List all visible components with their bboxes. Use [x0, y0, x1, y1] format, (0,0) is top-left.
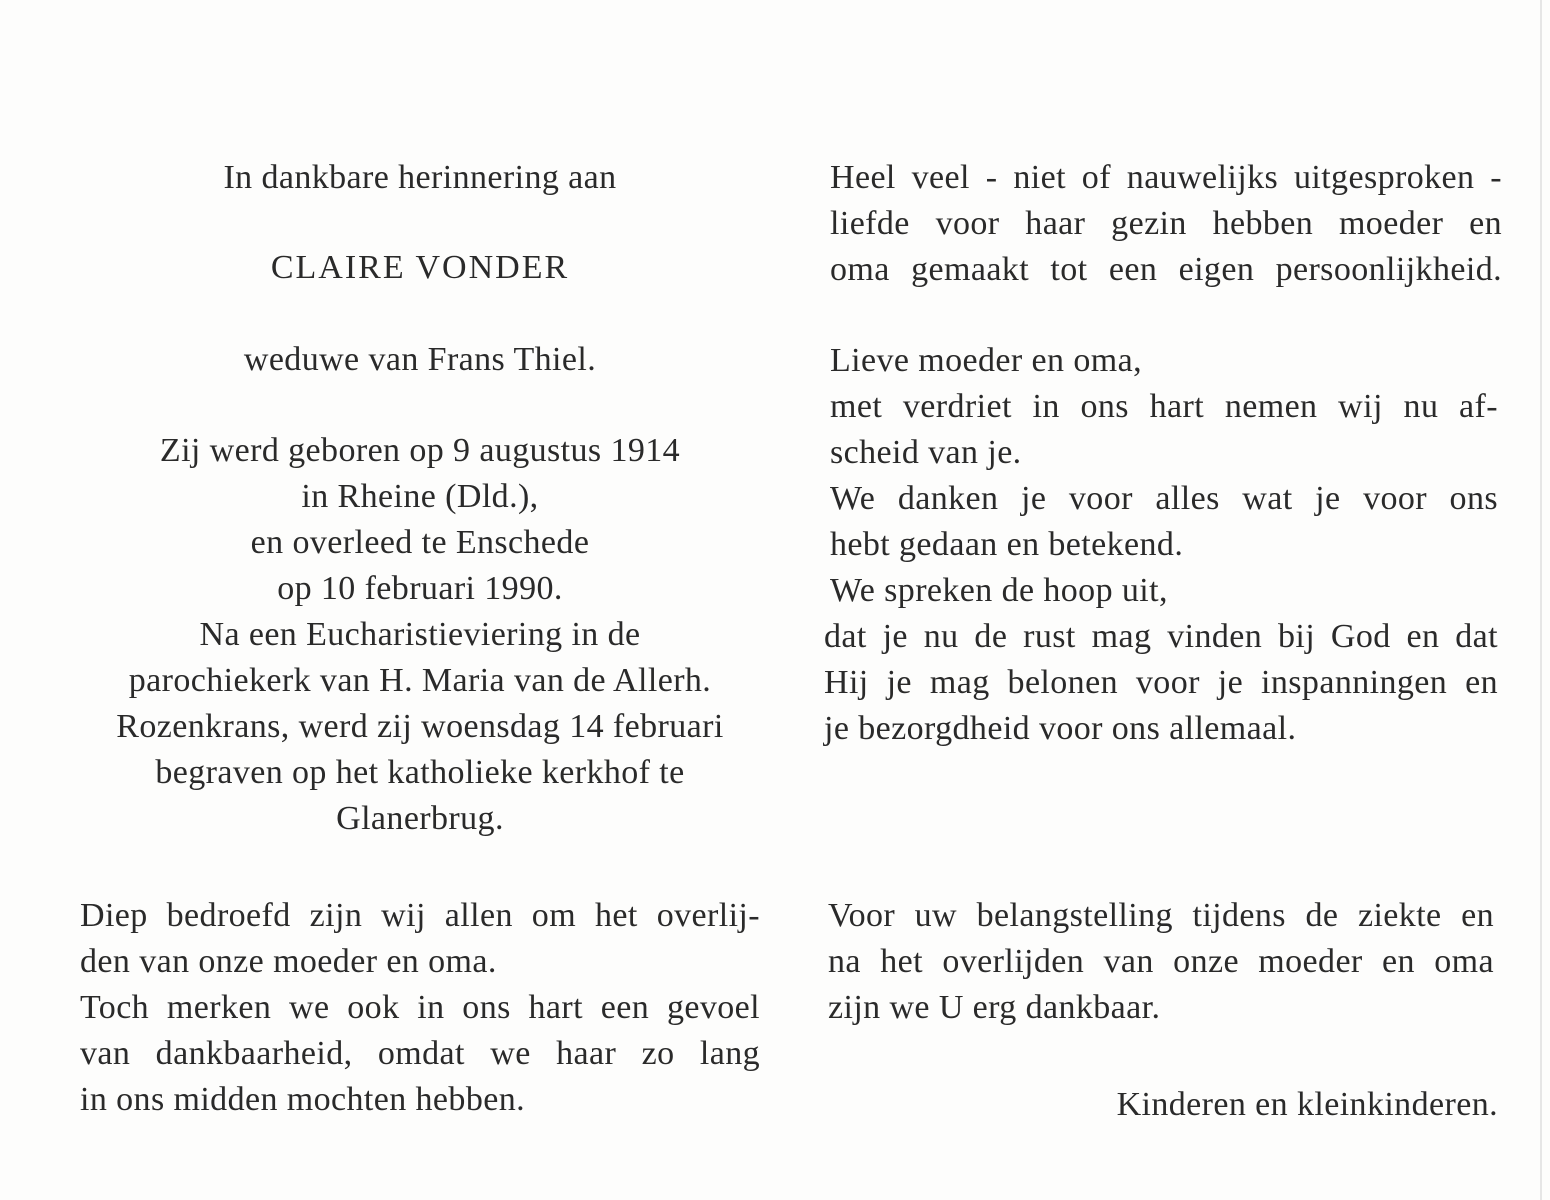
farewell-line: Hij je mag belonen voor je inspanningen en	[824, 664, 1498, 701]
thanks-line: Voor uw belangstelling tijdens de ziekte en	[828, 897, 1494, 934]
bio-line: Glanerbrug.	[336, 800, 504, 837]
farewell-line: scheid van je.	[830, 434, 1022, 471]
bio-line: op 10 februari 1990.	[277, 570, 563, 607]
thanks-line: na het overlijden van onze moeder en oma	[828, 943, 1494, 980]
farewell-line: We spreken de hoop uit,	[830, 572, 1168, 609]
grief-line: Diep bedroefd zijn wij allen om het overlij-	[80, 897, 760, 934]
farewell-line: met verdriet in ons hart nemen wij nu af-	[830, 388, 1498, 425]
intro-text: In dankbare herinnering aan	[223, 159, 617, 196]
bio-line: parochiekerk van H. Maria van de Allerh.	[128, 662, 712, 699]
grief-line: Toch merken we ook in ons hart een gevoel	[80, 989, 760, 1026]
bio-line: Na een Eucharistieviering in de	[199, 616, 641, 653]
love-line: oma gemaakt tot een eigen persoonlijkheid.	[830, 251, 1502, 288]
farewell-line: je bezorgdheid voor ons allemaal.	[824, 710, 1297, 747]
love-paragraph	[830, 155, 1502, 293]
signature: Kinderen en kleinkinderen.	[1116, 1086, 1498, 1123]
farewell-line: hebt gedaan en betekend.	[830, 526, 1184, 563]
bio-line: begraven op het katholieke kerkhof te	[155, 754, 685, 791]
biography-block	[80, 428, 760, 842]
love-line: Heel veel - niet of nauwelijks uitgesproken -	[830, 159, 1502, 196]
love-line: liefde voor haar gezin hebben moeder en	[830, 205, 1502, 242]
grief-line: den van onze moeder en oma.	[80, 943, 497, 980]
farewell-line: dat je nu de rust mag vinden bij God en dat	[824, 618, 1498, 655]
card-edge	[1540, 0, 1542, 1200]
deceased-name: CLAIRE VONDER	[270, 249, 570, 286]
farewell-line: Lieve moeder en oma,	[830, 342, 1142, 379]
intro-block	[80, 155, 760, 201]
grief-line: van dankbaarheid, omdat we haar zo lang	[80, 1035, 760, 1072]
widow-text: weduwe van Frans Thiel.	[243, 341, 597, 378]
signature-block	[830, 1082, 1498, 1128]
deceased-name-block	[80, 245, 760, 291]
grief-line: in ons midden mochten hebben.	[80, 1081, 526, 1118]
farewell-paragraph	[824, 338, 1498, 752]
bio-line: Zij werd geboren op 9 augustus 1914	[159, 432, 681, 469]
grief-paragraph	[80, 893, 760, 1123]
bio-line: en overleed te Enschede	[250, 524, 590, 561]
thanks-paragraph	[828, 893, 1494, 1031]
farewell-line: We danken je voor alles wat je voor ons	[830, 480, 1498, 517]
thanks-line: zijn we U erg dankbaar.	[828, 989, 1161, 1026]
bio-line: in Rheine (Dld.),	[301, 478, 539, 515]
bio-line: Rozenkrans, werd zij woensdag 14 februari	[116, 708, 724, 745]
widow-block	[80, 337, 760, 383]
